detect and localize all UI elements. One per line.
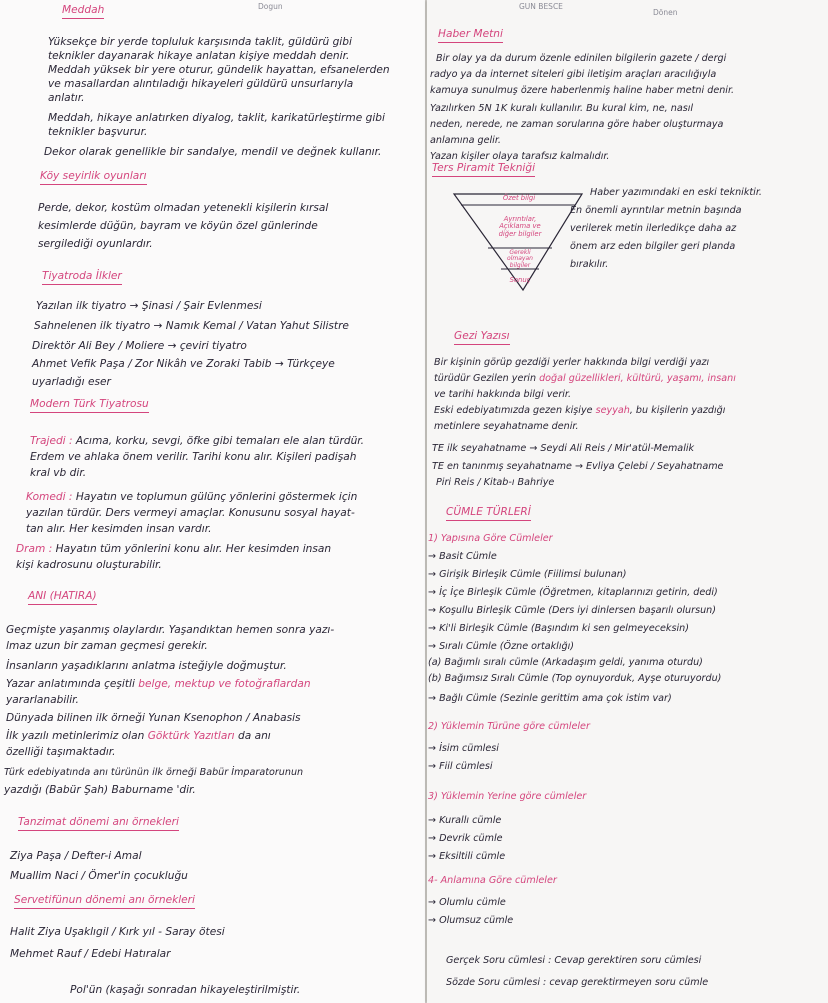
gezi-line: TE ilk seyahatname → Seydi Ali Reis / Mir'atül-Memalik <box>432 443 695 454</box>
meddah-line: Dekor olarak genellikle bir sandalye, mendil ve değnek kullanır. <box>44 146 382 158</box>
servetifunun-line: Halit Ziya Uşaklıgil / Kırk yıl - Saray ötesi <box>10 926 225 938</box>
cumle-section-2: 2) Yüklemin Türüne göre cümleler <box>428 721 590 732</box>
koy-heading: Köy seyirlik oyunları <box>40 170 147 185</box>
gezi-line: metinlere seyahatname denir. <box>434 421 579 432</box>
trajedi-line: kral vb dir. <box>30 467 87 479</box>
servetifunun-heading: Servetifünun dönemi anı örnekleri <box>14 894 195 909</box>
koy-line: sergilediği oyunlardır. <box>38 238 153 250</box>
cumle-item: → Sıralı Cümle (Özne ortaklığı) <box>428 641 574 652</box>
cumle-section-3: 3) Yüklemin Yerine göre cümleler <box>428 791 587 802</box>
tanzimat-line: Muallim Naci / Ömer'in çocukluğu <box>10 870 188 882</box>
cumle-item: (b) Bağımsız Sıralı Cümle (Top oynuyorduk, Ayşe oturuyordu) <box>428 673 722 684</box>
ani-line: Dünyada bilinen ilk örneği Yunan Ksenophon / Anabasis <box>6 712 301 724</box>
cumle-section-4: 4- Anlamına Göre cümleler <box>428 875 557 886</box>
cumle-item: → Olumlu cümle <box>428 897 506 908</box>
ani-heading: ANI (HATIRA) <box>28 590 97 605</box>
gezi-line: Piri Reis / Kitab-ı Bahriye <box>436 477 555 488</box>
ani-line: Geçmişte yaşanmış olaylardır. Yaşandıktan hemen sonra yazı- <box>6 624 335 636</box>
tiyatro-ilk-line: Yazılan ilk tiyatro → Şinasi / Şair Evlenmesi <box>36 300 262 312</box>
meddah-line: teknikler dayanarak hikaye anlatan kişiye meddah denir. <box>48 50 350 62</box>
tiyatro-ilkler-heading: Tiyatroda İlkler <box>42 270 122 285</box>
meddah-line: anlatır. <box>48 92 85 104</box>
tiyatro-ilk-line: uyarladığı eser <box>32 376 111 388</box>
komedi-line: tan alır. Her kesimden insan vardır. <box>26 523 212 535</box>
koy-line: Perde, dekor, kostüm olmadan yetenekli kişilerin kırsal <box>38 202 329 214</box>
tiyatro-ilk-line: Ahmet Vefik Paşa / Zor Nikâh ve Zoraki Tabib → Türkçeye <box>32 358 335 370</box>
komedi-line: yazılan türdür. Ders vermeyi amaçlar. Konusunu sosyal hayat- <box>26 507 355 519</box>
meddah-line: Meddah, hikaye anlatırken diyalog, taklit, karikatürleştirme gibi <box>48 112 385 124</box>
pyramid-layer-3: Gerekli olmayan bilgiler <box>507 249 533 269</box>
tiyatro-ilk-line: Direktör Ali Bey / Moliere → çeviri tiyatro <box>32 340 247 352</box>
ani-line: Yazar anlatımında çeşitli belge, mektup ve fotoğraflardan <box>6 678 311 690</box>
meddah-line: teknikler başvurur. <box>48 126 148 138</box>
haber-line: Bir olay ya da durum özenle edinilen bilgilerin gazete / dergi <box>436 53 727 64</box>
gercek-soru-line: Gerçek Soru cümlesi : Cevap gerektiren soru cümlesi <box>446 955 702 966</box>
pyramid-layer-4: Sonuç <box>509 276 531 284</box>
right-notebook-page <box>427 0 828 1003</box>
pyramid-layer-2: Ayrıntılar, Açıklama ve diğer bilgiler <box>498 215 542 238</box>
cumle-item: → Olumsuz cümle <box>428 915 514 926</box>
ters-piramit-heading: Ters Piramit Tekniği <box>432 162 535 177</box>
top-fragment-right: Dönen <box>653 8 678 17</box>
ani-line: yararlanabilir. <box>6 694 79 706</box>
gezi-line: Eski edebiyatımızda gezen kişiye seyyah, bu kişilerin yazdığı <box>434 405 726 416</box>
tiyatro-ilk-line: Sahnelenen ilk tiyatro → Namık Kemal / Vatan Yahut Silistre <box>34 320 349 332</box>
ani-line: lmaz uzun bir zaman geçmesi gerekir. <box>6 640 208 652</box>
komedi-label: Komedi : <box>26 491 73 503</box>
cumle-item: → Devrik cümle <box>428 833 503 844</box>
cumle-item: → Basit Cümle <box>428 551 497 562</box>
ani-line: Türk edebiyatında anı türünün ilk örneği Babür İmparatorunun <box>4 767 304 778</box>
haber-line: Yazan kişiler olaya tarafsız kalmalıdır. <box>430 151 610 162</box>
haber-line: kamuya sunulmuş özere haberlenmiş haline haber metni denir. <box>430 85 735 96</box>
koy-line: kesimlerde düğün, bayram ve köyün özel günlerinde <box>38 220 318 232</box>
gezi-heading: Gezi Yazısı <box>454 330 510 345</box>
cumle-item: → Fiil cümlesi <box>428 761 493 772</box>
ani-line: yazdığı (Babür Şah) Baburname 'dir. <box>4 784 196 796</box>
sozde-soru-line: Sözde Soru cümlesi : cevap gerektirmeyen soru cümle <box>446 977 709 988</box>
gezi-line: Bir kişinin görüp gezdiği yerler hakkında bilgi verdiği yazı <box>434 357 710 368</box>
piramit-note-line: bırakılır. <box>570 259 609 270</box>
cumle-item: → Eksiltili cümle <box>428 851 506 862</box>
haber-heading: Haber Metni <box>438 28 503 43</box>
piramit-note-line: En önemli ayrıntılar metnin başında <box>570 205 742 216</box>
piramit-note-line: Haber yazımındaki en eski tekniktir. <box>590 187 762 198</box>
gezi-line: ve tarihi hakkında bilgi verir. <box>434 389 572 400</box>
bottom-cutoff-line: Pol'ün (kaşağı sonradan hikayeleştirilmiştir. <box>70 984 301 996</box>
meddah-line: Meddah yüksek bir yere oturur, gündelik hayattan, efsanelerden <box>48 64 390 76</box>
haber-line: anlamına gelir. <box>430 135 501 146</box>
trajedi-line: Trajedi : Acıma, korku, sevgi, öfke gibi temaları ele alan türdür. <box>30 435 365 447</box>
cumle-item: → Girişik Birleşik Cümle (Fiilimsi bulunan) <box>428 569 627 580</box>
piramit-note-line: önem arz eden bilgiler geri planda <box>570 241 736 252</box>
haber-line: Yazılırken 5N 1K kuralı kullanılır. Bu kural kim, ne, nasıl <box>430 103 694 114</box>
cumle-item: → Kurallı cümle <box>428 815 502 826</box>
ani-line: özelliği taşımaktadır. <box>6 746 116 758</box>
haber-line: radyo ya da internet siteleri gibi iletişim araçları aracılığıyla <box>430 69 717 80</box>
komedi-line: Komedi : Hayatın ve toplumun gülünç yönlerini göstermek için <box>26 491 358 503</box>
cumle-item: → İç İçe Birleşik Cümle (Öğretmen, kitaplarınızı getirin, dedi) <box>428 587 718 598</box>
servetifunun-line: Mehmet Rauf / Edebi Hatıralar <box>10 948 171 960</box>
cumle-item: (a) Bağımlı sıralı cümle (Arkadaşım geldi, yanıma oturdu) <box>428 657 703 668</box>
top-fragment-left: Dogun <box>258 2 283 11</box>
trajedi-label: Trajedi : <box>30 435 73 447</box>
ani-line: İlk yazılı metinlerimiz olan Göktürk Yazıtları da anı <box>6 730 271 742</box>
haber-line: neden, nerede, ne zaman sorularına göre haber oluşturmaya <box>430 119 724 130</box>
tanzimat-line: Ziya Paşa / Defter-i Amal <box>10 850 142 862</box>
tanzimat-heading: Tanzimat dönemi anı örnekleri <box>18 816 179 831</box>
dram-line: kişi kadrosunu oluşturabilir. <box>16 559 162 571</box>
cumle-item: → İsim cümlesi <box>428 743 499 754</box>
meddah-line: ve masallardan alıntıladığı hikayeleri güldürü unsurlarıyla <box>48 78 354 90</box>
trajedi-line: Erdem ve ahlaka önem verilir. Tarihi konu alır. Kişileri padişah <box>30 451 357 463</box>
piramit-note-line: verilerek metin ilerledikçe daha az <box>570 223 737 234</box>
cumle-item: → Bağlı Cümle (Sezinle gerittim ama çok istim var) <box>428 693 672 704</box>
meddah-line: Yüksekçe bir yerde topluluk karşısında taklit, güldürü gibi <box>48 36 352 48</box>
cumle-item: → Koşullu Birleşik Cümle (Ders iyi dinlersen başarılı olursun) <box>428 605 716 616</box>
top-fragment-mid: GUN BESCE <box>519 2 563 11</box>
dram-label: Dram : <box>16 543 53 555</box>
gezi-line: türüdür Gezilen yerin doğal güzellikleri, kültürü, yaşamı, insanı <box>434 373 736 384</box>
gezi-line: TE en tanınmış seyahatname → Evliya Çelebi / Seyahatname <box>432 461 724 472</box>
cumle-turleri-heading: CÜMLE TÜRLERİ <box>446 506 531 521</box>
pyramid-layer-1: Özet bilgi <box>502 194 536 202</box>
meddah-heading: Meddah <box>62 4 104 19</box>
dram-line: Dram : Hayatın tüm yönlerini konu alır. Her kesimden insan <box>16 543 332 555</box>
cumle-item: → Ki'li Birleşik Cümle (Başındım ki sen gelmeyeceksin) <box>428 623 689 634</box>
modern-tiyatro-heading: Modern Türk Tiyatrosu <box>30 398 149 413</box>
cumle-section-1: 1) Yapısına Göre Cümleler <box>428 533 553 544</box>
ani-line: İnsanların yaşadıklarını anlatma isteğiyle doğmuştur. <box>6 660 287 672</box>
